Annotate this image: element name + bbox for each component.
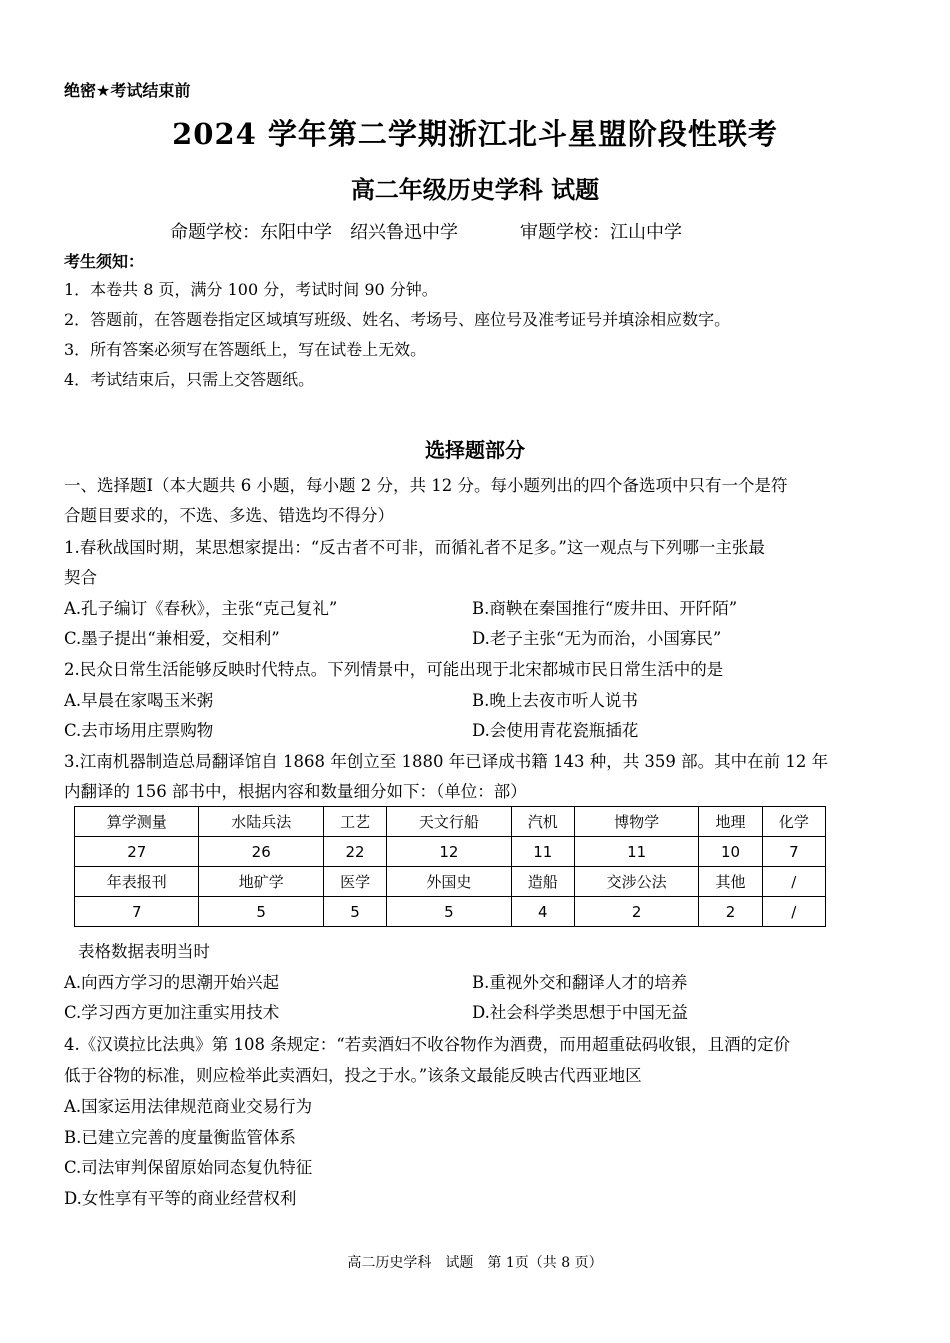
table-cell: / <box>762 897 825 927</box>
confidential-label: 绝密★考试结束前 <box>64 81 191 100</box>
notice-item: 4．考试结束后，只需上交答题纸。 <box>64 370 315 389</box>
table-cell: 化学 <box>762 807 825 837</box>
table-cell: 年表报刊 <box>75 867 199 897</box>
table-cell: 22 <box>323 837 386 867</box>
table-cell: 7 <box>762 837 825 867</box>
question-2-option-a: A.早晨在家喝玉米粥 <box>64 691 214 710</box>
table-cell: 11 <box>574 837 698 867</box>
table-cell: 10 <box>699 837 762 867</box>
table-cell: 水陆兵法 <box>199 807 323 837</box>
table-cell: / <box>762 867 825 897</box>
table-cell: 交涉公法 <box>574 867 698 897</box>
question-3-option-c: C.学习西方更加注重实用技术 <box>64 1003 280 1022</box>
table-row <box>75 837 826 867</box>
notice-item: 1．本卷共 8 页，满分 100 分，考试时间 90 分钟。 <box>64 280 438 299</box>
table-cell: 5 <box>387 897 511 927</box>
question-4-stem: 低于谷物的标准，则应检举此卖酒妇，投之于水。”该条文最能反映古代西亚地区 <box>64 1066 642 1085</box>
table-cell: 4 <box>511 897 574 927</box>
table-cell: 算学测量 <box>75 807 199 837</box>
question-1-option-a: A.孔子编订《春秋》，主张“克己复礼” <box>64 599 338 618</box>
question-2-stem: 2.民众日常生活能够反映时代特点。下列情景中，可能出现于北宋都城市民日常生活中的是 <box>64 660 724 679</box>
question-1-option-d: D.老子主张“无为而治，小国寡民” <box>472 629 722 648</box>
table-cell: 博物学 <box>574 807 698 837</box>
question-1-stem: 1.春秋战国时期，某思想家提出：“反古者不可非，而循礼者不足多。”这一观点与下列哪一主张最 <box>64 538 765 557</box>
section-title: 选择题部分 <box>425 438 525 462</box>
setting-schools: 命题学校：东阳中学 绍兴鲁迅中学 <box>170 222 458 243</box>
question-3-stem: 内翻译的 156 部书中，根据内容和数量细分如下：（单位：部） <box>64 782 527 801</box>
notice-item: 3．所有答案必须写在答题纸上，写在试卷上无效。 <box>64 340 427 359</box>
table-cell: 11 <box>511 837 574 867</box>
question-1-option-b: B.商鞅在秦国推行“废井田、开阡陌” <box>472 599 738 618</box>
table-cell: 汽机 <box>511 807 574 837</box>
section-instructions: 一、选择题Ⅰ（本大题共 6 小题，每小题 2 分，共 12 分。每小题列出的四个备选项中只有一个是符 <box>64 476 788 495</box>
question-2-option-c: C.去市场用庄票购物 <box>64 721 214 740</box>
table-row <box>75 897 826 927</box>
table-cell: 天文行船 <box>387 807 511 837</box>
review-school: 审题学校：江山中学 <box>520 222 682 243</box>
exam-title: 2024 学年第二学期浙江北斗星盟阶段性联考 <box>172 117 778 151</box>
table-cell: 地矿学 <box>199 867 323 897</box>
translation-table <box>74 806 826 927</box>
table-cell: 2 <box>574 897 698 927</box>
question-3-stem: 3.江南机器制造总局翻译馆自 1868 年创立至 1880 年已译成书籍 143 种，共 359 部。其中在前 12 年 <box>64 752 829 771</box>
question-3-option-b: B.重视外交和翻译人才的培养 <box>472 973 688 992</box>
table-cell: 造船 <box>511 867 574 897</box>
table-cell: 27 <box>75 837 199 867</box>
page-footer: 高二历史学科 试题 第 1页（共 8 页） <box>347 1255 603 1271</box>
table-row <box>75 867 826 897</box>
table-cell: 5 <box>323 897 386 927</box>
school-info <box>170 218 682 244</box>
table-cell: 2 <box>699 897 762 927</box>
question-3-option-a: A.向西方学习的思潮开始兴起 <box>64 973 280 992</box>
question-2-option-d: D.会使用青花瓷瓶插花 <box>472 721 639 740</box>
table-cell: 工艺 <box>323 807 386 837</box>
question-3-lead: 表格数据表明当时 <box>78 942 210 961</box>
table-cell: 26 <box>199 837 323 867</box>
notice-heading: 考生须知： <box>64 252 145 271</box>
question-3-option-d: D.社会科学类思想于中国无益 <box>472 1003 688 1022</box>
question-1-option-c: C.墨子提出“兼相爱，交相利” <box>64 629 280 648</box>
notice-item: 2．答题前，在答题卷指定区域填写班级、姓名、考场号、座位号及准考证号并填涂相应数字。 <box>64 310 731 329</box>
table-cell: 5 <box>199 897 323 927</box>
question-4-option-a: A.国家运用法律规范商业交易行为 <box>64 1097 313 1116</box>
question-2-option-b: B.晚上去夜市听人说书 <box>472 691 638 710</box>
table-cell: 外国史 <box>387 867 511 897</box>
question-1-stem: 契合 <box>64 568 97 587</box>
question-4-option-c: C.司法审判保留原始同态复仇特征 <box>64 1158 313 1177</box>
table-cell: 其他 <box>699 867 762 897</box>
exam-subtitle: 高二年级历史学科 试题 <box>350 175 600 204</box>
table-row <box>75 807 826 837</box>
table-cell: 12 <box>387 837 511 867</box>
table-cell: 医学 <box>323 867 386 897</box>
table-cell: 7 <box>75 897 199 927</box>
section-instructions: 合题目要求的，不选、多选、错选均不得分） <box>64 506 394 525</box>
question-4-stem: 4.《汉谟拉比法典》第 108 条规定：“若卖酒妇不收谷物作为酒费，而用超重砝码收银，且酒的定价 <box>64 1035 791 1054</box>
question-4-option-d: D.女性享有平等的商业经营权利 <box>64 1189 297 1208</box>
question-4-option-b: B.已建立完善的度量衡监管体系 <box>64 1128 296 1147</box>
table-cell: 地理 <box>699 807 762 837</box>
